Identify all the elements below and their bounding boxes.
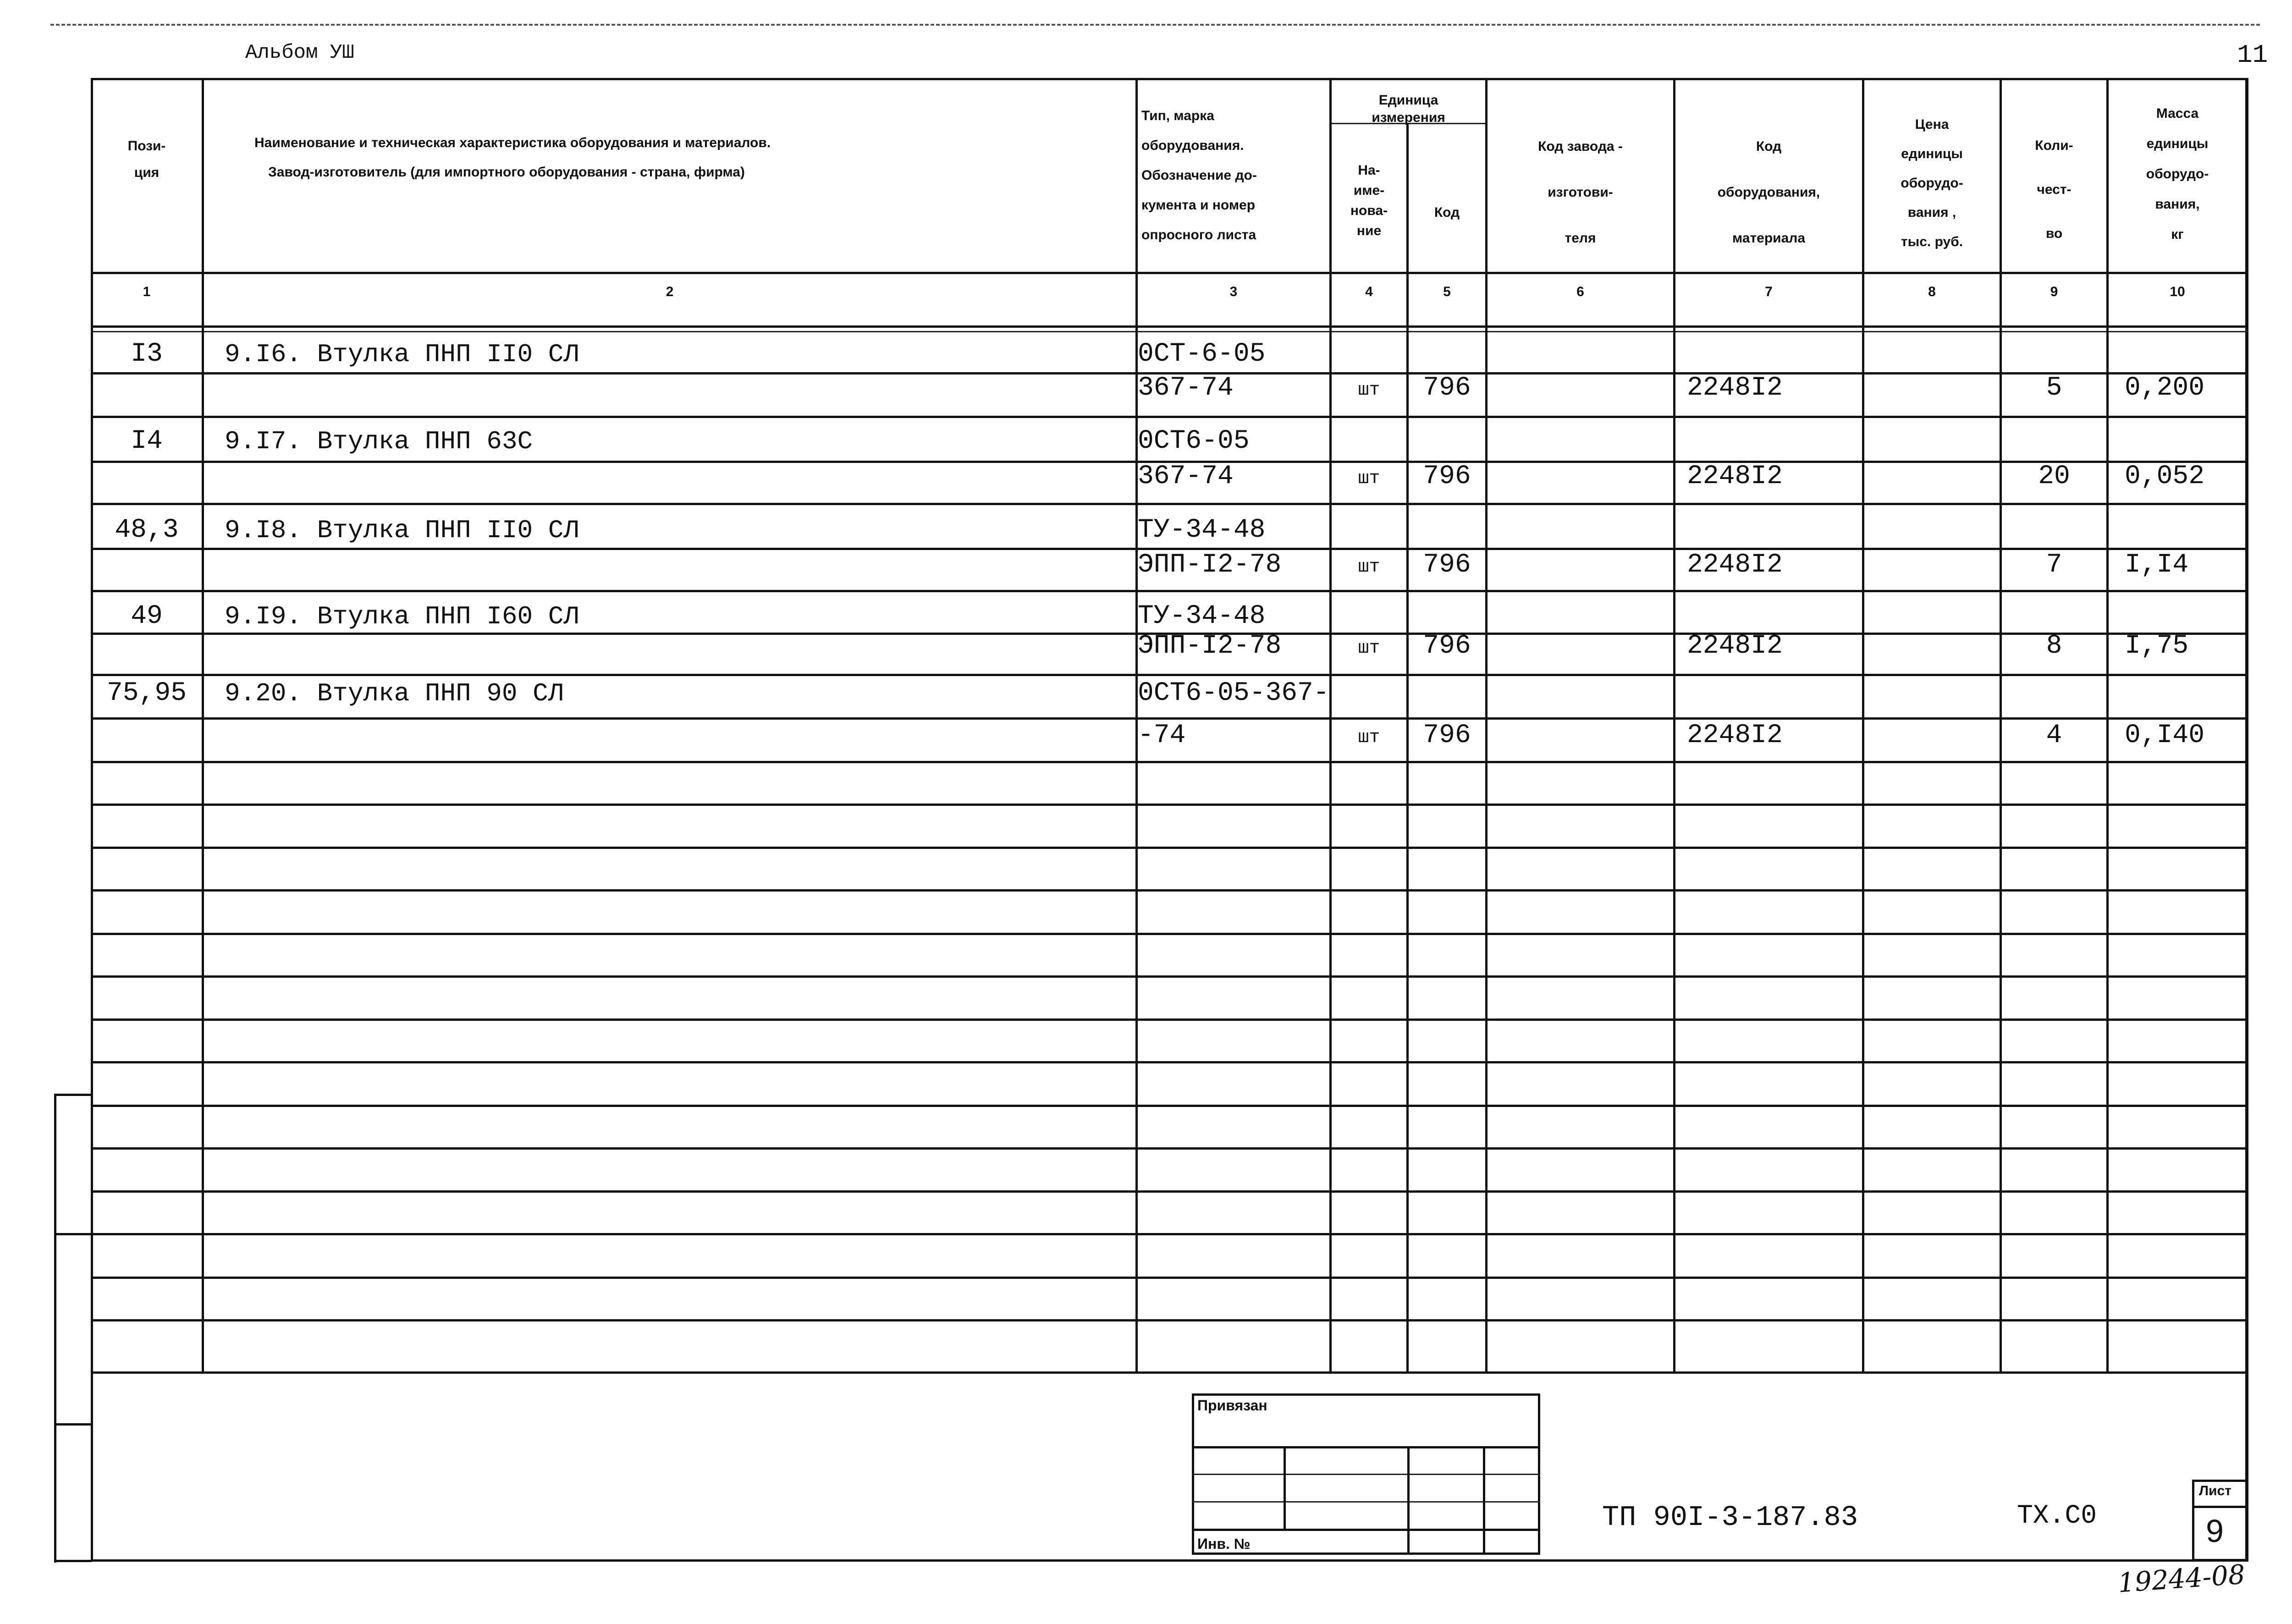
cell-equip: 2248I2 <box>1687 462 1783 491</box>
row-separator <box>91 416 2248 418</box>
row-separator <box>91 889 2248 892</box>
row-separator <box>91 674 2248 676</box>
cell-code: 796 <box>1423 550 1471 580</box>
row-separator <box>91 804 2248 806</box>
header-price: Цена единицы оборудо- вания , тыс. руб. <box>1901 117 1963 249</box>
header-mass: Масса единицы оборудо- вания, кг <box>2146 106 2209 242</box>
cell-doc: 0СТ6-05-367- <box>1138 678 1329 708</box>
row-separator <box>91 1233 2248 1235</box>
colnum-6: 6 <box>1576 284 1584 299</box>
cell-code: 796 <box>1423 373 1471 403</box>
col-line-5 <box>1485 78 1488 1371</box>
cell-name: 9.I6. Втулка ПНП II0 СЛ <box>225 340 579 369</box>
cell-unit: шт <box>1358 557 1380 578</box>
colnum-5: 5 <box>1443 284 1451 299</box>
cell-equip: 2248I2 <box>1687 373 1783 403</box>
row-separator <box>91 933 2248 935</box>
cell-code: 796 <box>1423 721 1471 750</box>
row-separator <box>91 590 2248 592</box>
header-unit: Единица измерения <box>1372 93 1445 125</box>
colnum-7: 7 <box>1765 284 1773 299</box>
row-separator <box>91 761 2248 763</box>
row-separator <box>91 1147 2248 1150</box>
colnum-2: 2 <box>666 284 674 299</box>
cell-code: 796 <box>1423 462 1471 491</box>
sheet-number: 9 <box>2206 1513 2224 1549</box>
table-frame <box>91 78 2248 1562</box>
cell-doc: 367-74 <box>1138 462 1234 491</box>
cell-doc: 0СТ-6-05 <box>1138 339 1266 369</box>
cell-doc: ТУ-34-48 <box>1138 515 1266 545</box>
row-separator <box>91 503 2248 505</box>
cell-qty: 20 <box>2038 462 2070 491</box>
row-separator <box>91 1277 2248 1279</box>
cell-doc: ЭПП-I2-78 <box>1138 550 1282 580</box>
colnum-9: 9 <box>2050 284 2058 299</box>
row-separator <box>91 1061 2248 1063</box>
row-separator <box>91 1018 2248 1021</box>
cell-name: 9.I9. Втулка ПНП I60 СЛ <box>225 602 579 631</box>
colnum-10: 10 <box>2170 284 2185 299</box>
margin-strip <box>54 1094 56 1563</box>
top-edge-line <box>50 24 2260 26</box>
cell-mass: 0,200 <box>2125 373 2205 403</box>
cell-mass: I,75 <box>2125 631 2189 661</box>
stamp-inv: Инв. № <box>1197 1536 1251 1552</box>
cell-qty: 7 <box>2046 550 2062 580</box>
cell-doc: -74 <box>1138 721 1186 750</box>
header-name: Наименование и техническая характеристика оборудования и материалов. Завод-изготовитель (для импортного оборудования - страна, фирма) <box>254 135 771 180</box>
cell-pos: 49 <box>131 601 163 631</box>
header-equip-code: Код оборудования, материала <box>1717 139 1820 246</box>
cell-name: 9.20. Втулка ПНП 90 СЛ <box>225 679 564 708</box>
cell-equip: 2248I2 <box>1687 631 1783 661</box>
header-factory-code: Код завода - изготови- теля <box>1538 139 1623 246</box>
cell-equip: 2248I2 <box>1687 550 1783 580</box>
col-line-9 <box>2106 78 2109 1371</box>
cell-doc: ТУ-34-48 <box>1138 601 1266 631</box>
cell-pos: I4 <box>131 426 163 456</box>
row-separator <box>91 975 2248 978</box>
header-bottom-line <box>91 272 2248 274</box>
cell-pos: 48,3 <box>115 515 179 545</box>
cell-pos: I3 <box>131 339 163 369</box>
cell-pos: 75,95 <box>106 678 187 708</box>
doc-code: ТП 90I-3-187.83 <box>1602 1501 1858 1534</box>
col-line-7 <box>1862 78 1864 1371</box>
table-bottom-line <box>91 1371 2248 1374</box>
header-pos: Пози- ция <box>127 138 166 180</box>
col-line-1 <box>202 78 204 1371</box>
header-qty: Коли- чест- во <box>2035 138 2073 241</box>
cell-unit: шт <box>1358 727 1380 748</box>
cell-qty: 4 <box>2046 721 2062 750</box>
colnum-1: 1 <box>143 284 151 299</box>
cell-name: 9.I7. Втулка ПНП 63С <box>225 427 533 456</box>
cell-doc: 367-74 <box>1138 373 1234 403</box>
cell-mass: 0,I40 <box>2125 721 2205 750</box>
header-unit-name: На- име- нова- ние <box>1350 163 1388 238</box>
cell-doc: 0СТ6-05 <box>1138 426 1250 456</box>
handwritten-number: 19244-08 <box>2116 1558 2246 1599</box>
row-separator <box>91 1319 2248 1321</box>
row-separator <box>91 847 2248 849</box>
album-label: Альбом УШ <box>245 41 354 64</box>
colnum-8: 8 <box>1928 284 1936 299</box>
cell-unit: шт <box>1358 380 1380 401</box>
cell-equip: 2248I2 <box>1687 721 1783 750</box>
cell-code: 796 <box>1423 631 1471 661</box>
header-unit-code: Код <box>1434 205 1460 220</box>
stamp-privyazan: Привязан <box>1197 1397 1267 1414</box>
cell-unit: шт <box>1358 468 1380 489</box>
cell-mass: 0,052 <box>2125 462 2205 491</box>
sheet-label: Лист <box>2199 1483 2231 1498</box>
corner-mark: 11 <box>2237 40 2268 70</box>
cell-mass: I,I4 <box>2125 550 2189 580</box>
cell-qty: 8 <box>2046 631 2062 661</box>
row-separator <box>91 1190 2248 1193</box>
colnum-4: 4 <box>1365 284 1373 299</box>
col-line-6 <box>1673 78 1675 1371</box>
cell-doc: ЭПП-I2-78 <box>1138 631 1282 661</box>
cell-unit: шт <box>1358 638 1380 659</box>
header-type: Тип, марка оборудования. Обозначение до- кумента и номер опросного листа <box>1141 108 1257 242</box>
doc-type: ТХ.С0 <box>2017 1501 2097 1531</box>
cell-qty: 5 <box>2046 373 2062 403</box>
row-separator <box>91 1105 2248 1107</box>
colnum-3: 3 <box>1229 284 1238 299</box>
cell-name: 9.I8. Втулка ПНП II0 СЛ <box>225 516 579 545</box>
